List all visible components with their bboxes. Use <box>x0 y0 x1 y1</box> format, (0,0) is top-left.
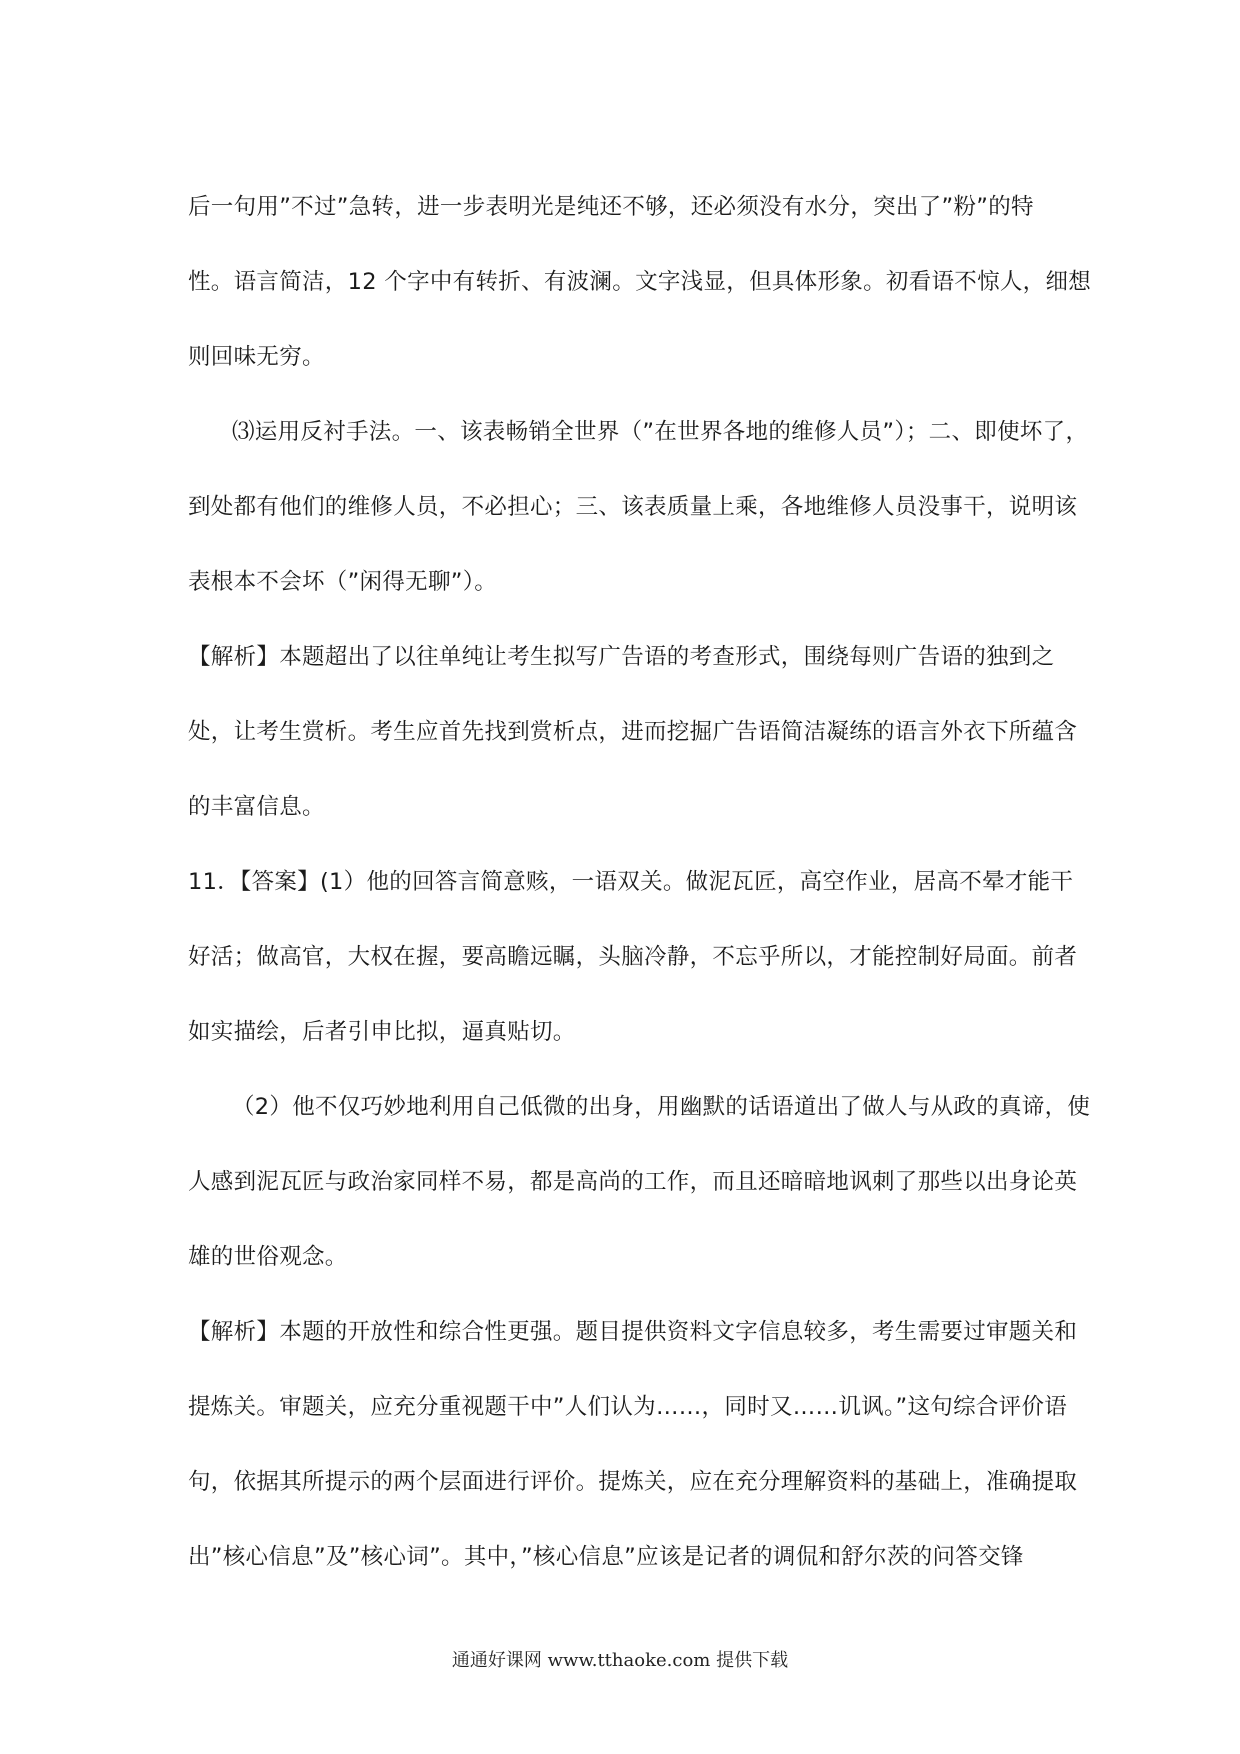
analysis-line: 处，让考生赏析。考生应首先找到赏析点，进而挖掘广告语简洁凝练的语言外衣下所蕴含 <box>188 719 1078 745</box>
answer-heading-line: 11．【答案】(1）他的回答言简意赅，一语双关。做泥瓦匠，高空作业，居高不晕才能干 <box>188 869 1074 895</box>
paragraph-line: （2）他不仅巧妙地利用自己低微的出身，用幽默的话语道出了做人与从政的真谛，使 <box>232 1094 1091 1120</box>
paragraph-line: 后一句用”不过”急转，进一步表明光是纯还不够，还必须没有水分，突出了”粉”的特 <box>188 194 1034 220</box>
analysis-line: 【解析】本题的开放性和综合性更强。题目提供资料文字信息较多，考生需要过审题关和 <box>188 1319 1078 1345</box>
analysis-line: 句，依据其所提示的两个层面进行评价。提炼关，应在充分理解资料的基础上，准确提取 <box>188 1469 1078 1495</box>
paragraph-line: 雄的世俗观念。 <box>188 1244 348 1270</box>
analysis-line: 出”核心信息”及”核心词”。其中，”核心信息”应该是记者的调侃和舒尔茨的问答交锋 <box>188 1544 1024 1570</box>
paragraph-line: 性。语言简洁，12 个字中有转折、有波澜。文字浅显，但具体形象。初看语不惊人，细想 <box>188 269 1092 295</box>
analysis-line: 【解析】本题超出了以往单纯让考生拟写广告语的考查形式，围绕每则广告语的独到之 <box>188 644 1055 670</box>
paragraph-line: 到处都有他们的维修人员，不必担心；三、该表质量上乘，各地维修人员没事干，说明该 <box>188 494 1078 520</box>
analysis-line: 提炼关。审题关，应充分重视题干中”人们认为……，同时又……讥讽。”这句综合评价语 <box>188 1394 1068 1420</box>
page-footer: 通通好课网 www.tthaoke.com 提供下载 <box>451 1650 789 1671</box>
paragraph-line: ⑶运用反衬手法。一、该表畅销全世界（”在世界各地的维修人员”）；二、即使坏了， <box>232 419 1089 445</box>
paragraph-line: 好活；做高官，大权在握，要高瞻远瞩，头脑冷静，不忘乎所以，才能控制好局面。前者 <box>188 944 1078 970</box>
paragraph-line: 表根本不会坏（”闲得无聊”）。 <box>188 569 498 595</box>
paragraph-line: 人感到泥瓦匠与政治家同样不易，都是高尚的工作，而且还暗暗地讽刺了那些以出身论英 <box>188 1169 1078 1195</box>
analysis-line: 的丰富信息。 <box>188 794 325 820</box>
document-body <box>188 170 1092 1595</box>
paragraph-line: 则回味无穷。 <box>188 344 325 370</box>
paragraph-line: 如实描绘，后者引申比拟，逼真贴切。 <box>188 1019 576 1045</box>
